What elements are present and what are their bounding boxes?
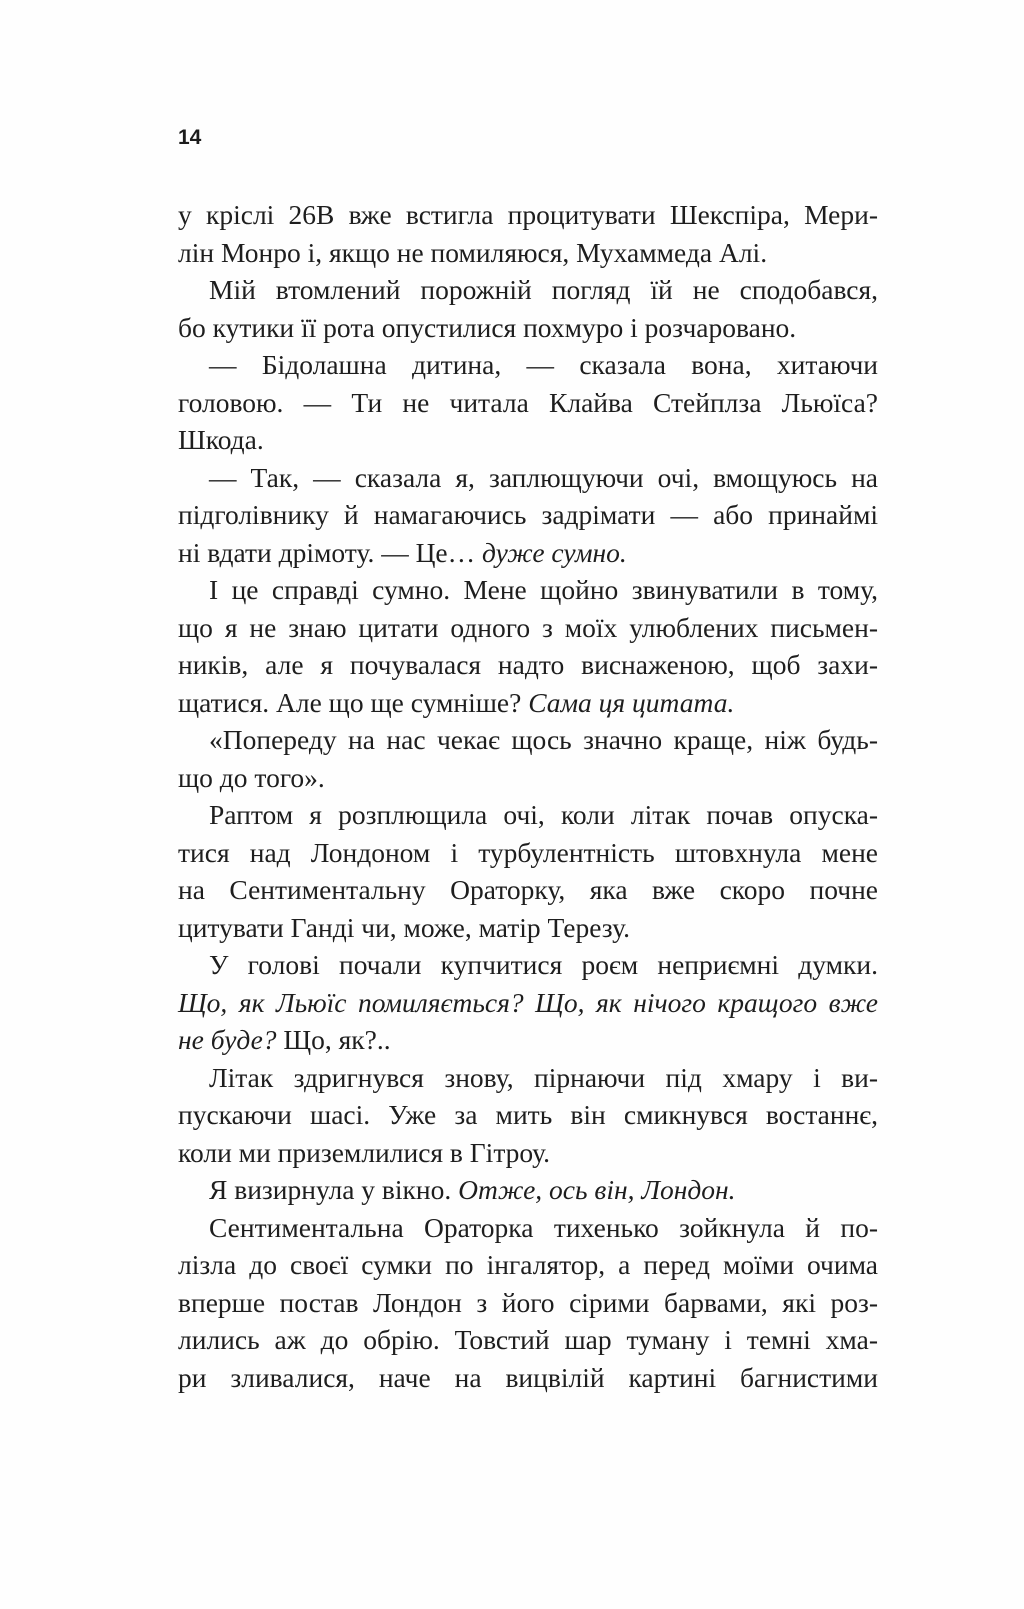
italic-text: дуже сумно. <box>482 536 627 568</box>
text-line <box>178 909 878 947</box>
text-line <box>178 871 878 909</box>
text-segment: Що, як?.. <box>276 1024 391 1055</box>
text-segment: коли ми приземлилися в Гітроу. <box>178 1136 551 1168</box>
text-line <box>178 1021 878 1059</box>
text-segment: ри зливалися, наче на вицвілій картині багнистими <box>178 1361 878 1393</box>
text-line <box>178 1246 878 1284</box>
text-segment: Мій втомлений порожній погляд їй не сподобався, <box>209 274 878 305</box>
text-line <box>178 759 878 797</box>
text-line <box>178 459 878 497</box>
text-segment: головою. — Ти не читала Клайва Стейплза Льюїса? <box>178 386 878 418</box>
body-text <box>178 196 878 1396</box>
text-segment: Літак здригнувся знову, пірнаючи під хмару і ви- <box>209 1061 878 1093</box>
text-segment: тися над Лондоном і турбулентність штовхнула мене <box>178 836 878 868</box>
text-segment: лились аж до обрію. Товстий шар туману і темні хма- <box>178 1324 878 1355</box>
text-line <box>178 609 878 647</box>
text-line <box>178 796 878 834</box>
text-line <box>178 271 878 309</box>
text-line <box>178 234 878 272</box>
text-line <box>178 1359 878 1397</box>
italic-text: Що, як Льюїс помиляється? Що, як нічого кращого вже <box>178 986 878 1018</box>
text-segment: лізла до своєї сумки по інгалятор, а перед моїми очима <box>178 1249 878 1280</box>
text-segment: на Сентиментальну Ораторку, яка вже скоро почне <box>178 874 878 905</box>
text-line <box>178 309 878 347</box>
text-line <box>178 384 878 422</box>
text-line <box>178 534 878 572</box>
italic-text: Отже, ось він, Лондон. <box>458 1174 736 1205</box>
text-segment: підголівнику й намагаючись задрімати — або принаймі <box>178 499 878 530</box>
text-segment: ників, але я почувалася надто виснаженою, щоб захи- <box>178 649 878 680</box>
text-line <box>178 1134 878 1172</box>
text-segment: що я не знаю цитати одного з моїх улюблених письмен- <box>178 611 878 643</box>
text-segment: вперше постав Лондон з його сірими барвами, які роз- <box>178 1286 878 1318</box>
text-segment: Раптом я розплющила очі, коли літак почав опуска- <box>209 799 878 830</box>
text-line <box>178 946 878 984</box>
text-line <box>178 571 878 609</box>
text-segment: І це справді сумно. Мене щойно звинуватили в тому, <box>209 574 878 605</box>
text-line <box>178 421 878 459</box>
text-segment: цитувати Ганді чи, може, матір Терезу. <box>178 911 630 943</box>
text-segment: що до того». <box>178 761 325 793</box>
text-segment: — Так, — сказала я, заплющуючи очі, вмощуюсь на <box>209 461 878 493</box>
text-segment: у кріслі 26B вже встигла процитувати Шекспіра, Мери- <box>178 199 878 230</box>
page-number: 14 <box>178 126 202 149</box>
text-line <box>178 1321 878 1359</box>
text-segment: Сентиментальна Ораторка тихенько зойкнула й по- <box>209 1211 878 1243</box>
text-line <box>178 496 878 534</box>
text-line <box>178 984 878 1022</box>
text-segment: — Бідолашна дитина, — сказала вона, хитаючи <box>209 349 878 380</box>
text-line <box>178 646 878 684</box>
text-line <box>178 834 878 872</box>
text-line <box>178 346 878 384</box>
text-segment: У голові почали купчитися роєм неприємні думки. <box>209 949 878 980</box>
text-line <box>178 196 878 234</box>
text-line <box>178 1284 878 1322</box>
text-line <box>178 721 878 759</box>
text-segment: Я визирнула у вікно. <box>209 1174 459 1205</box>
text-segment: ні вдати дрімоту. — Це… <box>178 536 483 568</box>
text-line <box>178 1171 878 1209</box>
text-segment: «Попереду на нас чекає щось значно краще, ніж будь- <box>209 724 878 755</box>
text-line <box>178 684 878 722</box>
text-line <box>178 1209 878 1247</box>
text-segment: Шкода. <box>178 424 264 455</box>
text-segment: бо кутики її рота опустилися похмуро і розчаровано. <box>178 311 797 343</box>
text-line <box>178 1059 878 1097</box>
italic-text: не буде? <box>178 1024 277 1055</box>
text-segment: лін Монро і, якщо не помиляюся, Мухаммеда Алі. <box>178 236 768 268</box>
text-segment: пускаючи шасі. Уже за мить він смикнувся востаннє, <box>178 1099 878 1130</box>
text-line <box>178 1096 878 1134</box>
italic-text: Сама ця цитата. <box>528 686 735 718</box>
text-segment: щатися. Але що ще сумніше? <box>178 686 529 718</box>
